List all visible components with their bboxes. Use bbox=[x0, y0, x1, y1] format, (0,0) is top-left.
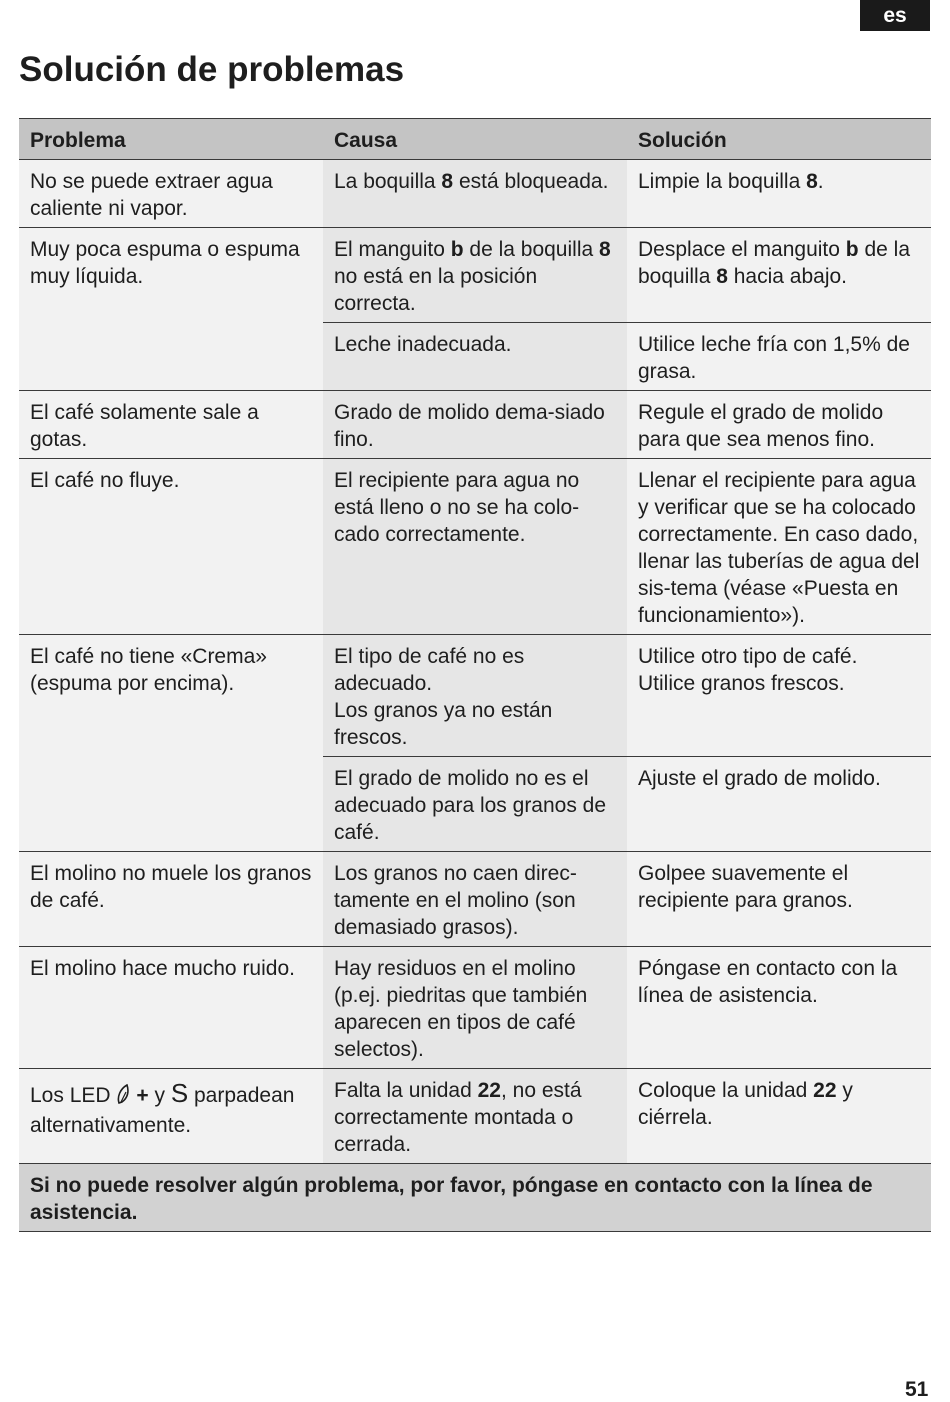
table-row bbox=[19, 947, 931, 1069]
problem-cell: Los LED + y S parpadean alternativamente. bbox=[19, 1069, 323, 1164]
table-row bbox=[19, 1069, 931, 1164]
solution-cell: Llenar el recipiente para agua y verificar que se ha colocado correctamente. En caso dado, llenar las tuberías de agua del sis-tema (véase «Puesta en funcionamiento»). bbox=[627, 459, 931, 635]
page-title: Solución de problemas bbox=[19, 50, 405, 89]
troubleshooting-table bbox=[19, 118, 931, 1232]
cause-cell: El manguito b de la boquilla 8 no está en la posición correcta. bbox=[323, 228, 627, 323]
s-led-symbol: S bbox=[170, 1078, 189, 1108]
header-problem: Problema bbox=[19, 119, 323, 160]
table-row bbox=[19, 391, 931, 459]
solution-cell: Coloque la unidad 22 y ciérrela. bbox=[627, 1069, 931, 1164]
header-cause: Causa bbox=[323, 119, 627, 160]
cause-cell: Grado de molido dema-siado fino. bbox=[323, 391, 627, 459]
solution-cell: Golpee suavemente el recipiente para granos. bbox=[627, 852, 931, 947]
solution-cell: Desplace el manguito b de la boquilla 8 hacia abajo. bbox=[627, 228, 931, 323]
descale-led-icon bbox=[116, 1083, 136, 1112]
page-number: 51 bbox=[905, 1378, 929, 1401]
cause-cell: El tipo de café no es adecuado. Los granos ya no están frescos. bbox=[323, 635, 627, 757]
cause-cell: Falta la unidad 22, no está correctamente montada o cerrada. bbox=[323, 1069, 627, 1164]
problem-cell: El molino no muele los granos de café. bbox=[19, 852, 323, 947]
cause-cell: Los granos no caen direc-tamente en el molino (son demasiado grasos). bbox=[323, 852, 627, 947]
problem-cell: El café no tiene «Crema» (espuma por encima). bbox=[19, 635, 323, 852]
table-row bbox=[19, 160, 931, 228]
solution-cell: Limpie la boquilla 8. bbox=[627, 160, 931, 228]
footer-note: Si no puede resolver algún problema, por favor, póngase en contacto con la línea de asistencia. bbox=[19, 1164, 931, 1232]
cause-cell: La boquilla 8 está bloqueada. bbox=[323, 160, 627, 228]
table-row bbox=[19, 228, 931, 323]
table-row bbox=[19, 852, 931, 947]
problem-cell: Muy poca espuma o espuma muy líquida. bbox=[19, 228, 323, 391]
language-tab: es bbox=[860, 0, 930, 31]
header-solution: Solución bbox=[627, 119, 931, 160]
table-header-row bbox=[19, 119, 931, 160]
cause-cell: Leche inadecuada. bbox=[323, 323, 627, 391]
table-row bbox=[19, 459, 931, 635]
table-footer-row bbox=[19, 1164, 931, 1232]
solution-cell: Póngase en contacto con la línea de asistencia. bbox=[627, 947, 931, 1069]
solution-cell: Ajuste el grado de molido. bbox=[627, 757, 931, 852]
cause-cell: El grado de molido no es el adecuado para los granos de café. bbox=[323, 757, 627, 852]
cause-cell: Hay residuos en el molino (p.ej. piedritas que también aparecen en tipos de café selectos). bbox=[323, 947, 627, 1069]
problem-cell: El molino hace mucho ruido. bbox=[19, 947, 323, 1069]
problem-cell: No se puede extraer agua caliente ni vapor. bbox=[19, 160, 323, 228]
solution-cell: Utilice otro tipo de café. Utilice granos frescos. bbox=[627, 635, 931, 757]
table-row bbox=[19, 635, 931, 757]
solution-cell: Utilice leche fría con 1,5% de grasa. bbox=[627, 323, 931, 391]
problem-cell: El café solamente sale a gotas. bbox=[19, 391, 323, 459]
cause-cell: El recipiente para agua no está lleno o no se ha colo-cado correctamente. bbox=[323, 459, 627, 635]
problem-cell: El café no fluye. bbox=[19, 459, 323, 635]
solution-cell: Regule el grado de molido para que sea menos fino. bbox=[627, 391, 931, 459]
